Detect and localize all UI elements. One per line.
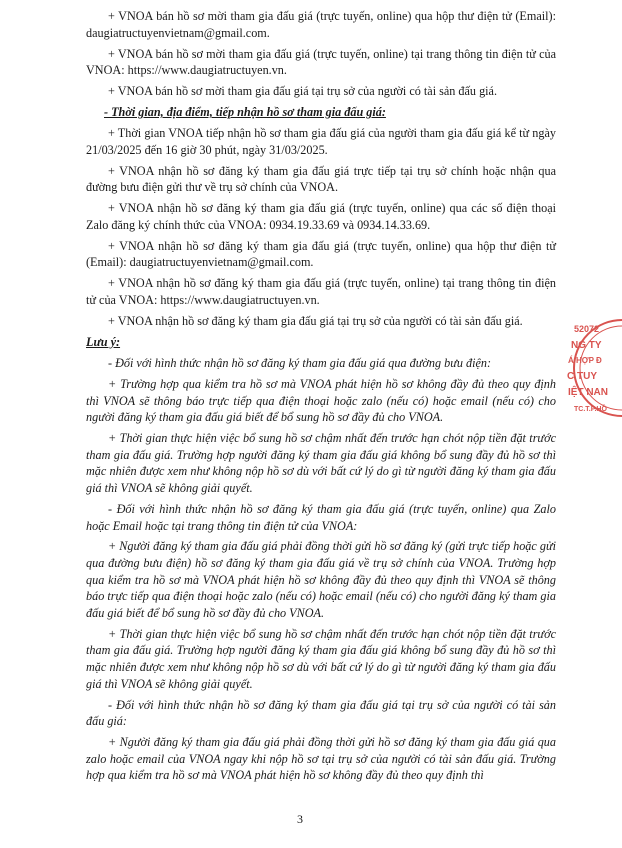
paragraph-8: + VNOA nhận hồ sơ đăng ký tham gia đấu giá (trực tuyến, online) qua hộp thư điện tử (Email): daugiatructuyenvietnam@gmail.com. (86, 238, 556, 270)
note-paragraph-8: + Người đăng ký tham gia đấu giá phải đồng thời gửi hồ sơ đăng ký tham gia đấu giá qua zalo hoặc email của VNOA ngay khi nộp hồ sơ tại trụ sở của người có tài sản đấu giá. Trường hợp qua kiểm tra hồ sơ mà VNOA phát hiện hồ sơ không đầy đủ theo quy định thì (86, 735, 556, 783)
section-heading: - Thời gian, địa điểm, tiếp nhận hồ sơ tham gia đấu giá: (104, 105, 386, 120)
seal-text-3: Á HỢP Đ (568, 356, 602, 365)
company-seal (562, 318, 606, 418)
note-paragraph-4: - Đối với hình thức nhận hồ sơ đăng ký tham gia đấu giá (trực tuyến, online) qua Zalo hoặc Email hoặc tại trang thông tin điện tử của VNOA: (86, 501, 556, 533)
note-paragraph-1: - Đối với hình thức nhận hồ sơ đăng ký tham gia đấu giá qua đường bưu điện: (108, 355, 492, 370)
seal-text-1: 52072 (574, 324, 600, 334)
paragraph-2: + VNOA bán hồ sơ mời tham gia đấu giá (trực tuyến, online) tại trang thông tin điện tử của VNOA: https://www.daugiatructuyen.vn. (86, 46, 556, 78)
note-paragraph-5: + Người đăng ký tham gia đấu giá phải đồng thời gửi hồ sơ đăng ký (gửi trực tiếp hoặc gửi qua đường bưu điện) hồ sơ đăng ký tham gia đấu giá về trụ sở chính của VNOA. Trường hợp qua kiểm tra hồ sơ mà VNOA phát hiện hồ sơ không đầy đủ theo quy định thì VNOA sẽ thông báo trực tiếp qua điện thoại hoặc zalo (nếu có) hoặc email (nếu có) cho người đăng ký tham gia đấu giá biết để bổ sung hồ sơ đầy đủ cho VNOA. (86, 539, 556, 620)
paragraph-9: + VNOA nhận hồ sơ đăng ký tham gia đấu giá (trực tuyến, online) tại trang thông tin điện tử của VNOA: https://www.daugiatructuyen.vn. (86, 276, 556, 308)
note-paragraph-6: + Thời gian thực hiện việc bổ sung hồ sơ chậm nhất đến trước hạn chót nộp tiền đặt trước tham gia đấu giá. Trường hợp người đăng ký tham gia đấu giá không bổ sung đầy đủ hồ sơ thì mặc nhiên được xem như không nộp hồ sơ dù với bất cứ lý do gì từ người đăng ký tham gia đấu giá thì VNOA sẽ không giải quyết. (86, 626, 556, 691)
note-paragraph-2: + Trường hợp qua kiểm tra hồ sơ mà VNOA phát hiện hồ sơ không đầy đủ theo quy định thì VNOA sẽ thông báo trực tiếp qua điện thoại hoặc zalo (nếu có) hoặc email (nếu có) cho người đăng ký tham gia đấu giá biết để bổ sung hồ sơ đầy đủ cho VNOA. (86, 376, 556, 425)
seal-text-6: TC.T.P.HỒ (574, 406, 607, 413)
paragraph-3: + VNOA bán hồ sơ mời tham gia đấu giá tại trụ sở của người có tài sản đấu giá. (108, 84, 498, 99)
seal-text-5: IỆT NAN (568, 387, 608, 398)
paragraph-7: + VNOA nhận hồ sơ đăng ký tham gia đấu giá (trực tuyến, online) qua các số điện thoại Zalo đăng ký chính thức của VNOA: 0934.19.33.69 và 0934.14.33.69. (86, 201, 556, 232)
paragraph-5: + Thời gian VNOA tiếp nhận hồ sơ tham gia đấu giá của người tham gia đấu giá kể từ ngày 21/03/2025 đến 16 giờ 30 phút, ngày 31/03/2025. (86, 126, 556, 157)
note-paragraph-7: - Đối với hình thức nhận hồ sơ đăng ký tham gia đấu giá tại trụ sở của người có tài sản đấu giá: (86, 697, 556, 729)
paragraph-1: + VNOA bán hồ sơ mời tham gia đấu giá (trực tuyến, online) qua hộp thư điện tử (Email): daugiatructuyenvietnam@gmail.com. (86, 9, 556, 40)
seal-text-2: NG TY (571, 340, 602, 351)
seal-text-4: C TUY (567, 371, 597, 382)
document-body (86, 8, 556, 788)
seal-graphic (562, 318, 622, 418)
note-title: Lưu ý: (86, 335, 121, 349)
paragraph-10: + VNOA nhận hồ sơ đăng ký tham gia đấu giá tại trụ sở của người có tài sản đấu giá. (108, 314, 523, 329)
note-paragraph-3: + Thời gian thực hiện việc bổ sung hồ sơ chậm nhất đến trước hạn chót nộp tiền đặt trước tham gia đấu giá. Trường hợp người đăng ký tham gia đấu giá không bổ sung đầy đủ hồ sơ thì mặc nhiên được xem như không nộp hồ sơ dù với bất cứ lý do gì từ người đăng ký tham gia đấu giá thì VNOA sẽ không giải quyết. (86, 431, 556, 495)
page-number: 3 (297, 812, 303, 826)
paragraph-6: + VNOA nhận hồ sơ đăng ký tham gia đấu giá trực tiếp tại trụ sở chính hoặc nhận qua đường bưu điện gửi thư về trụ sở chính của VNOA. (86, 163, 556, 195)
